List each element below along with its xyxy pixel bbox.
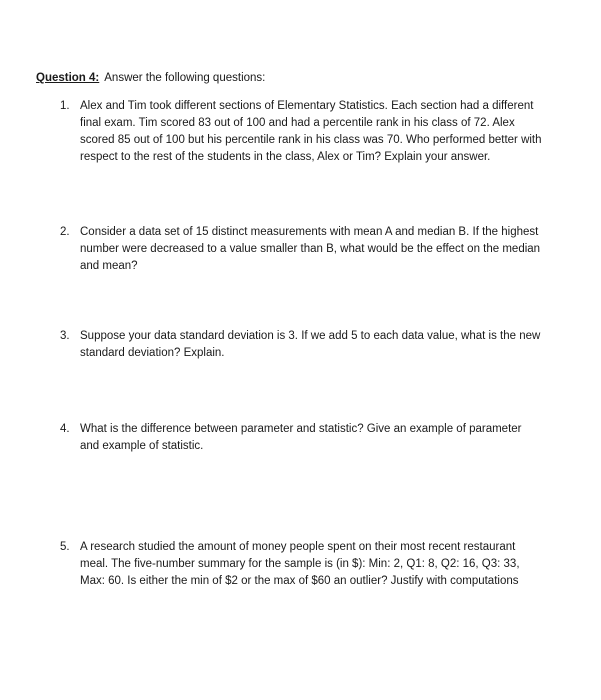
question-number: 2.: [60, 226, 70, 238]
question-text: Alex and Tim took different sections of Elementary Statistics. Each section had a different final exam. Tim scored 83 out of 100 and had a percentile rank in his class of 72. Alex scored 85 out of 100 but his percentile rank in his class was 70. Who performed better with respect to the rest of the students in the class, Alex or Tim? Explain your answer.: [80, 100, 542, 163]
question-heading-subtitle: Answer the following questions:: [104, 72, 266, 84]
question-text: A research studied the amount of money people spent on their most recent restaurant meal. The five-number summary for the sample is (in $): Min: 2, Q1: 8, Q2: 16, Q3: 33, Max: 60. Is either the min of $2 or the max of $60 an outlier? Justify with computations: [80, 541, 520, 587]
question-number: 5.: [60, 541, 70, 553]
question-text: Consider a data set of 15 distinct measurements with mean A and median B. If the highest number were decreased to a value smaller than B, what would be the effect on the median and mean?: [80, 226, 541, 272]
question-heading: [36, 70, 561, 87]
question-heading-title: Question 4:: [36, 72, 100, 84]
question-number: 3.: [60, 330, 70, 342]
question-list: [60, 98, 543, 590]
question-text: What is the difference between parameter and statistic? Give an example of parameter and example of statistic.: [80, 423, 522, 452]
question-item-3: [60, 328, 543, 362]
question-number: 1.: [60, 100, 70, 112]
question-item-1: [60, 98, 543, 166]
question-item-5: [60, 539, 543, 590]
question-item-4: [60, 421, 543, 455]
question-item-2: [60, 224, 543, 275]
question-text: Suppose your data standard deviation is 3. If we add 5 to each data value, what is the new standard deviation? Explain.: [80, 330, 541, 359]
question-number: 4.: [60, 423, 70, 435]
